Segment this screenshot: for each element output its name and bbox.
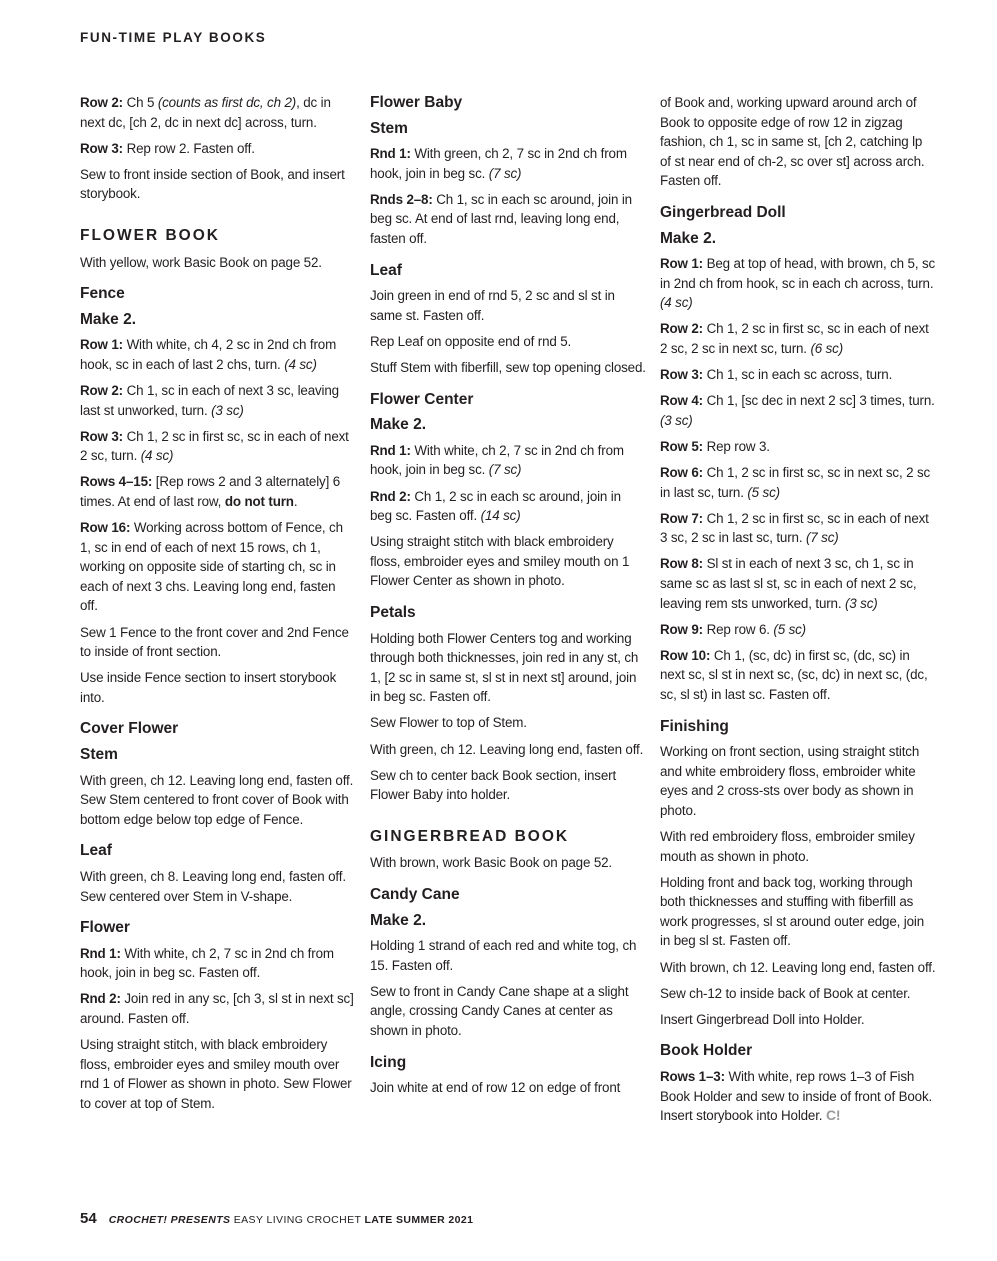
leaf-text: Join green in end of rnd 5, 2 sc and sl st in same st. Fasten off. — [370, 288, 615, 323]
subheading-cover-flower: Cover Flower — [80, 720, 179, 738]
flower-using: Using straight stitch, with black embroidery floss, embroider eyes and smiley mouth over rnd 1 of Flower as shown in photo. Sew Flower to cover at top of Stem. — [80, 1037, 352, 1111]
stem-rnds-2-8: Rnds 2–8: Ch 1, sc in each sc around, join in beg sc. At end of last rnd, leaving long end, fasten off. — [370, 191, 632, 247]
subheading-candy-cane-make: Make 2. — [370, 911, 427, 929]
leaf-rep: Rep Leaf on opposite end of rnd 5. — [370, 333, 572, 349]
subheading-stem: Stem — [370, 119, 408, 137]
footer-title: EASY LIVING CROCHET — [230, 1214, 365, 1226]
subheading-finishing: Finishing — [660, 717, 729, 735]
finishing-1: Working on front section, using straight stitch and white embroidery floss, embroider white eyes and 2 cross-sts over body as shown in photo. — [660, 744, 920, 818]
book-holder-rows: Rows 1–3: With white, rep rows 1–3 of Fish Book Holder and sew to inside of front of Book. Insert storybook into Holder. C! — [660, 1068, 933, 1124]
petals-text: Holding both Flower Centers tog and working through both thicknesses, join red in any st, ch 1, [2 sc in same st, sl st in next st] around, join in beg sc. Fasten off. — [370, 630, 639, 705]
subheading-fence: Fence — [80, 285, 125, 303]
fence-use: Use inside Fence section to insert storybook into. — [80, 670, 337, 705]
stem-rnd-1: Rnd 1: With green, ch 2, 7 sc in 2nd ch from hook, join in beg sc. (7 sc) — [370, 146, 627, 181]
subheading-book-holder: Book Holder — [660, 1042, 753, 1060]
column-2 — [370, 93, 646, 1104]
instruction-row-3: Row 3: Rep row 2. Fasten off. — [80, 140, 255, 156]
fence-row-16: Row 16: Working across bottom of Fence, ch 1, sc in end of each of next 15 rows, ch 1, working on opposite side of starting ch, sc in each of next 3 chs. Leaving long end, fasten off. — [80, 520, 343, 614]
subheading-candy-cane: Candy Cane — [370, 886, 460, 903]
finishing-6: Insert Gingerbread Doll into Holder. — [660, 1011, 865, 1027]
running-head: FUN-TIME PLAY BOOKS — [80, 30, 267, 45]
candy-cane-sew: Sew to front in Candy Cane shape at a slight angle, crossing Candy Canes at center as shown in photo. — [370, 983, 629, 1039]
flower-rnd-2: Rnd 2: Join red in any sc, [ch 3, sl st in next sc] around. Fasten off. — [80, 991, 354, 1027]
icing-text: Join white at end of row 12 on edge of front — [370, 1080, 621, 1096]
candy-cane-holding: Holding 1 strand of each red and white tog, ch 15. Fasten off. — [370, 938, 637, 973]
finishing-2: With red embroidery floss, embroider smiley mouth as shown in photo. — [660, 829, 915, 864]
column-1 — [80, 93, 356, 1120]
doll-row-3: Row 3: Ch 1, sc in each sc across, turn. — [660, 367, 893, 383]
doll-row-8: Row 8: Sl st in each of next 3 sc, ch 1, sc in same sc as last sl st, sc in each of next 2 sc, leaving rem sts unworked, turn. (3 sc) — [660, 556, 917, 611]
subheading-flower-baby: Flower Baby — [370, 94, 463, 111]
doll-row-2: Row 2: Ch 1, 2 sc in first sc, sc in each of next 2 sc, 2 sc in next sc, turn. (6 sc) — [660, 321, 929, 357]
fence-row-2: Row 2: Ch 1, sc in each of next 3 sc, leaving last st unworked, turn. (3 sc) — [80, 383, 339, 418]
sew-ch: Sew ch to center back Book section, insert Flower Baby into holder. — [370, 767, 617, 803]
subheading-petals: Petals — [370, 603, 416, 621]
section-heading-flower-book: FLOWER BOOK — [80, 226, 220, 244]
flower-rnd-1: Rnd 1: With white, ch 2, 7 sc in 2nd ch from hook, join in beg sc. Fasten off. — [80, 945, 334, 981]
subheading-leaf: Leaf — [370, 261, 402, 279]
doll-row-6: Row 6: Ch 1, 2 sc in first sc, sc in next sc, 2 sc in last sc, turn. (5 sc) — [660, 465, 931, 500]
subheading-flower: Flower — [80, 919, 130, 937]
footer-brand: CROCHET! PRESENTS — [108, 1214, 231, 1226]
finishing-5: Sew ch-12 to inside back of Book at center. — [660, 985, 911, 1001]
subheading-gingerbread-doll: Gingerbread Doll — [660, 203, 786, 221]
fence-rows-4-15: Rows 4–15: [Rep rows 2 and 3 alternately] 6 times. At end of last row, do not turn. — [80, 474, 341, 509]
flower-center-using: Using straight stitch with black embroidery floss, embroider eyes and smiley mouth on 1 Flower Center as shown in photo. — [370, 534, 630, 589]
flower-center-rnd-1: Rnd 1: With white, ch 2, 7 sc in 2nd ch from hook, join in beg sc. (7 sc) — [370, 442, 624, 478]
subheading-fence-make: Make 2. — [80, 310, 137, 328]
page-footer — [80, 1210, 473, 1227]
doll-row-9: Row 9: Rep row 6. (5 sc) — [660, 621, 806, 637]
fence-sew: Sew 1 Fence to the front cover and 2nd Fence to inside of front section. — [80, 624, 349, 660]
doll-row-10: Row 10: Ch 1, (sc, dc) in first sc, (dc, sc) in next sc, sl st in next sc, (sc, dc) in next sc, (dc, sc, sl st) in last sc. Fasten off. — [660, 647, 928, 702]
fence-row-3: Row 3: Ch 1, 2 sc in first sc, sc in each of next 2 sc, turn. (4 sc) — [80, 428, 349, 464]
subheading-leaf: Leaf — [80, 842, 112, 860]
leaf-text: With green, ch 8. Leaving long end, fasten off. Sew centered over Stem in V-shape. — [80, 869, 346, 904]
instruction-row-2: Row 2: Ch 5 (counts as first dc, ch 2), dc in next dc, [ch 2, dc in next dc] across, turn. — [80, 95, 331, 130]
section-heading-gingerbread-book: GINGERBREAD BOOK — [370, 827, 570, 845]
flower-center-rnd-2: Rnd 2: Ch 1, 2 sc in each sc around, join in beg sc. Fasten off. (14 sc) — [370, 488, 621, 524]
subheading-gingerbread-doll-make: Make 2. — [660, 229, 717, 247]
doll-row-5: Row 5: Rep row 3. — [660, 438, 770, 454]
footer-issue: LATE SUMMER 2021 — [364, 1214, 474, 1226]
stuff-text: Stuff Stem with fiberfill, sew top opening closed. — [370, 360, 646, 376]
end-mark-icon: C! — [825, 1107, 841, 1124]
doll-row-7: Row 7: Ch 1, 2 sc in first sc, sc in each of next 3 sc, 2 sc in last sc, turn. (7 sc) — [660, 510, 929, 546]
finishing-3: Holding front and back tog, working through both thicknesses and stuffing with fiberfill as work progresses, sl st around outer edge, join in beg sl st. Fasten off. — [660, 874, 925, 949]
column-3 — [660, 93, 936, 1132]
doll-row-1: Row 1: Beg at top of head, with brown, ch 5, sc in 2nd ch from hook, sc in each ch across, turn. (4 sc) — [660, 256, 936, 311]
stem-text: With green, ch 12. Leaving long end, fasten off. Sew Stem centered to front cover of Book with bottom edge below top edge of Fence. — [80, 772, 354, 827]
fence-row-1: Row 1: With white, ch 4, 2 sc in 2nd ch from hook, sc in each of last 2 chs, turn. (4 sc) — [80, 337, 337, 372]
instruction-sew: Sew to front inside section of Book, and insert storybook. — [80, 166, 345, 202]
finishing-4: With brown, ch 12. Leaving long end, fasten off. — [660, 959, 936, 975]
subheading-flower-center: Flower Center — [370, 390, 474, 408]
sew-flower: Sew Flower to top of Stem. — [370, 715, 527, 731]
doll-row-4: Row 4: Ch 1, [sc dec in next 2 sc] 3 times, turn. (3 sc) — [660, 393, 935, 428]
with-green: With green, ch 12. Leaving long end, fasten off. — [370, 741, 644, 757]
flower-book-intro: With yellow, work Basic Book on page 52. — [80, 254, 322, 270]
subheading-stem: Stem — [80, 746, 118, 764]
subheading-flower-center-make: Make 2. — [370, 416, 427, 434]
gingerbread-intro: With brown, work Basic Book on page 52. — [370, 855, 613, 871]
icing-continued: of Book and, working upward around arch of Book to opposite edge of row 12 in zigzag fashion, ch 1, sc in same st, [ch 2, catching lp of st near end of ch-2, sc over st] across arch. Fasten off. — [660, 95, 925, 189]
subheading-icing: Icing — [370, 1053, 407, 1071]
page-number: 54 — [80, 1210, 97, 1227]
